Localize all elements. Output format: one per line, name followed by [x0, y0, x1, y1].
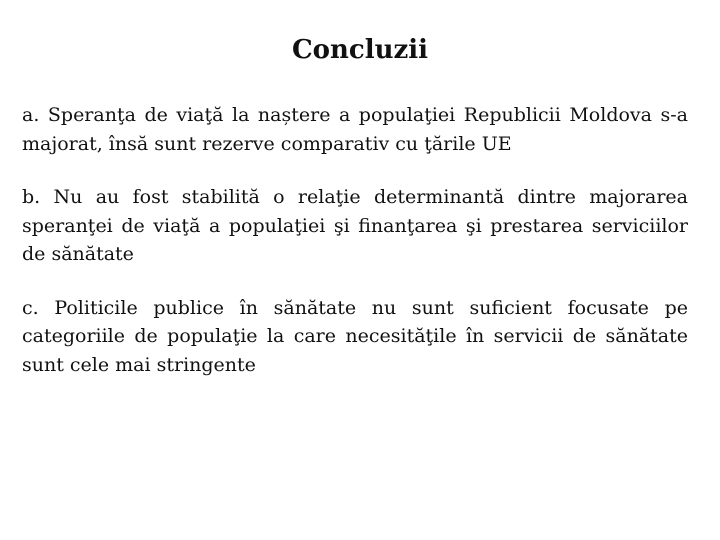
conclusion-item-a: a. Speranţa de viaţă la naștere a populaţiei Republicii Moldova s-a majorat, însă sunt rezerve comparativ cu ţările UE — [22, 104, 688, 155]
page-title: Concluzii — [291, 35, 429, 65]
conclusion-item-b: b. Nu au fost stabilită o relaţie determinantă dintre majorarea speranţei de viaţă a populaţiei şi finanţarea şi prestarea serviciilor de sănătate — [22, 186, 688, 265]
conclusions-list — [22, 101, 688, 404]
conclusion-item-c: c. Politicile publice în sănătate nu sunt suficient focusate pe categoriile de populaţie la care necesităţile în servicii de sănătate sunt cele mai stringente — [22, 296, 688, 376]
